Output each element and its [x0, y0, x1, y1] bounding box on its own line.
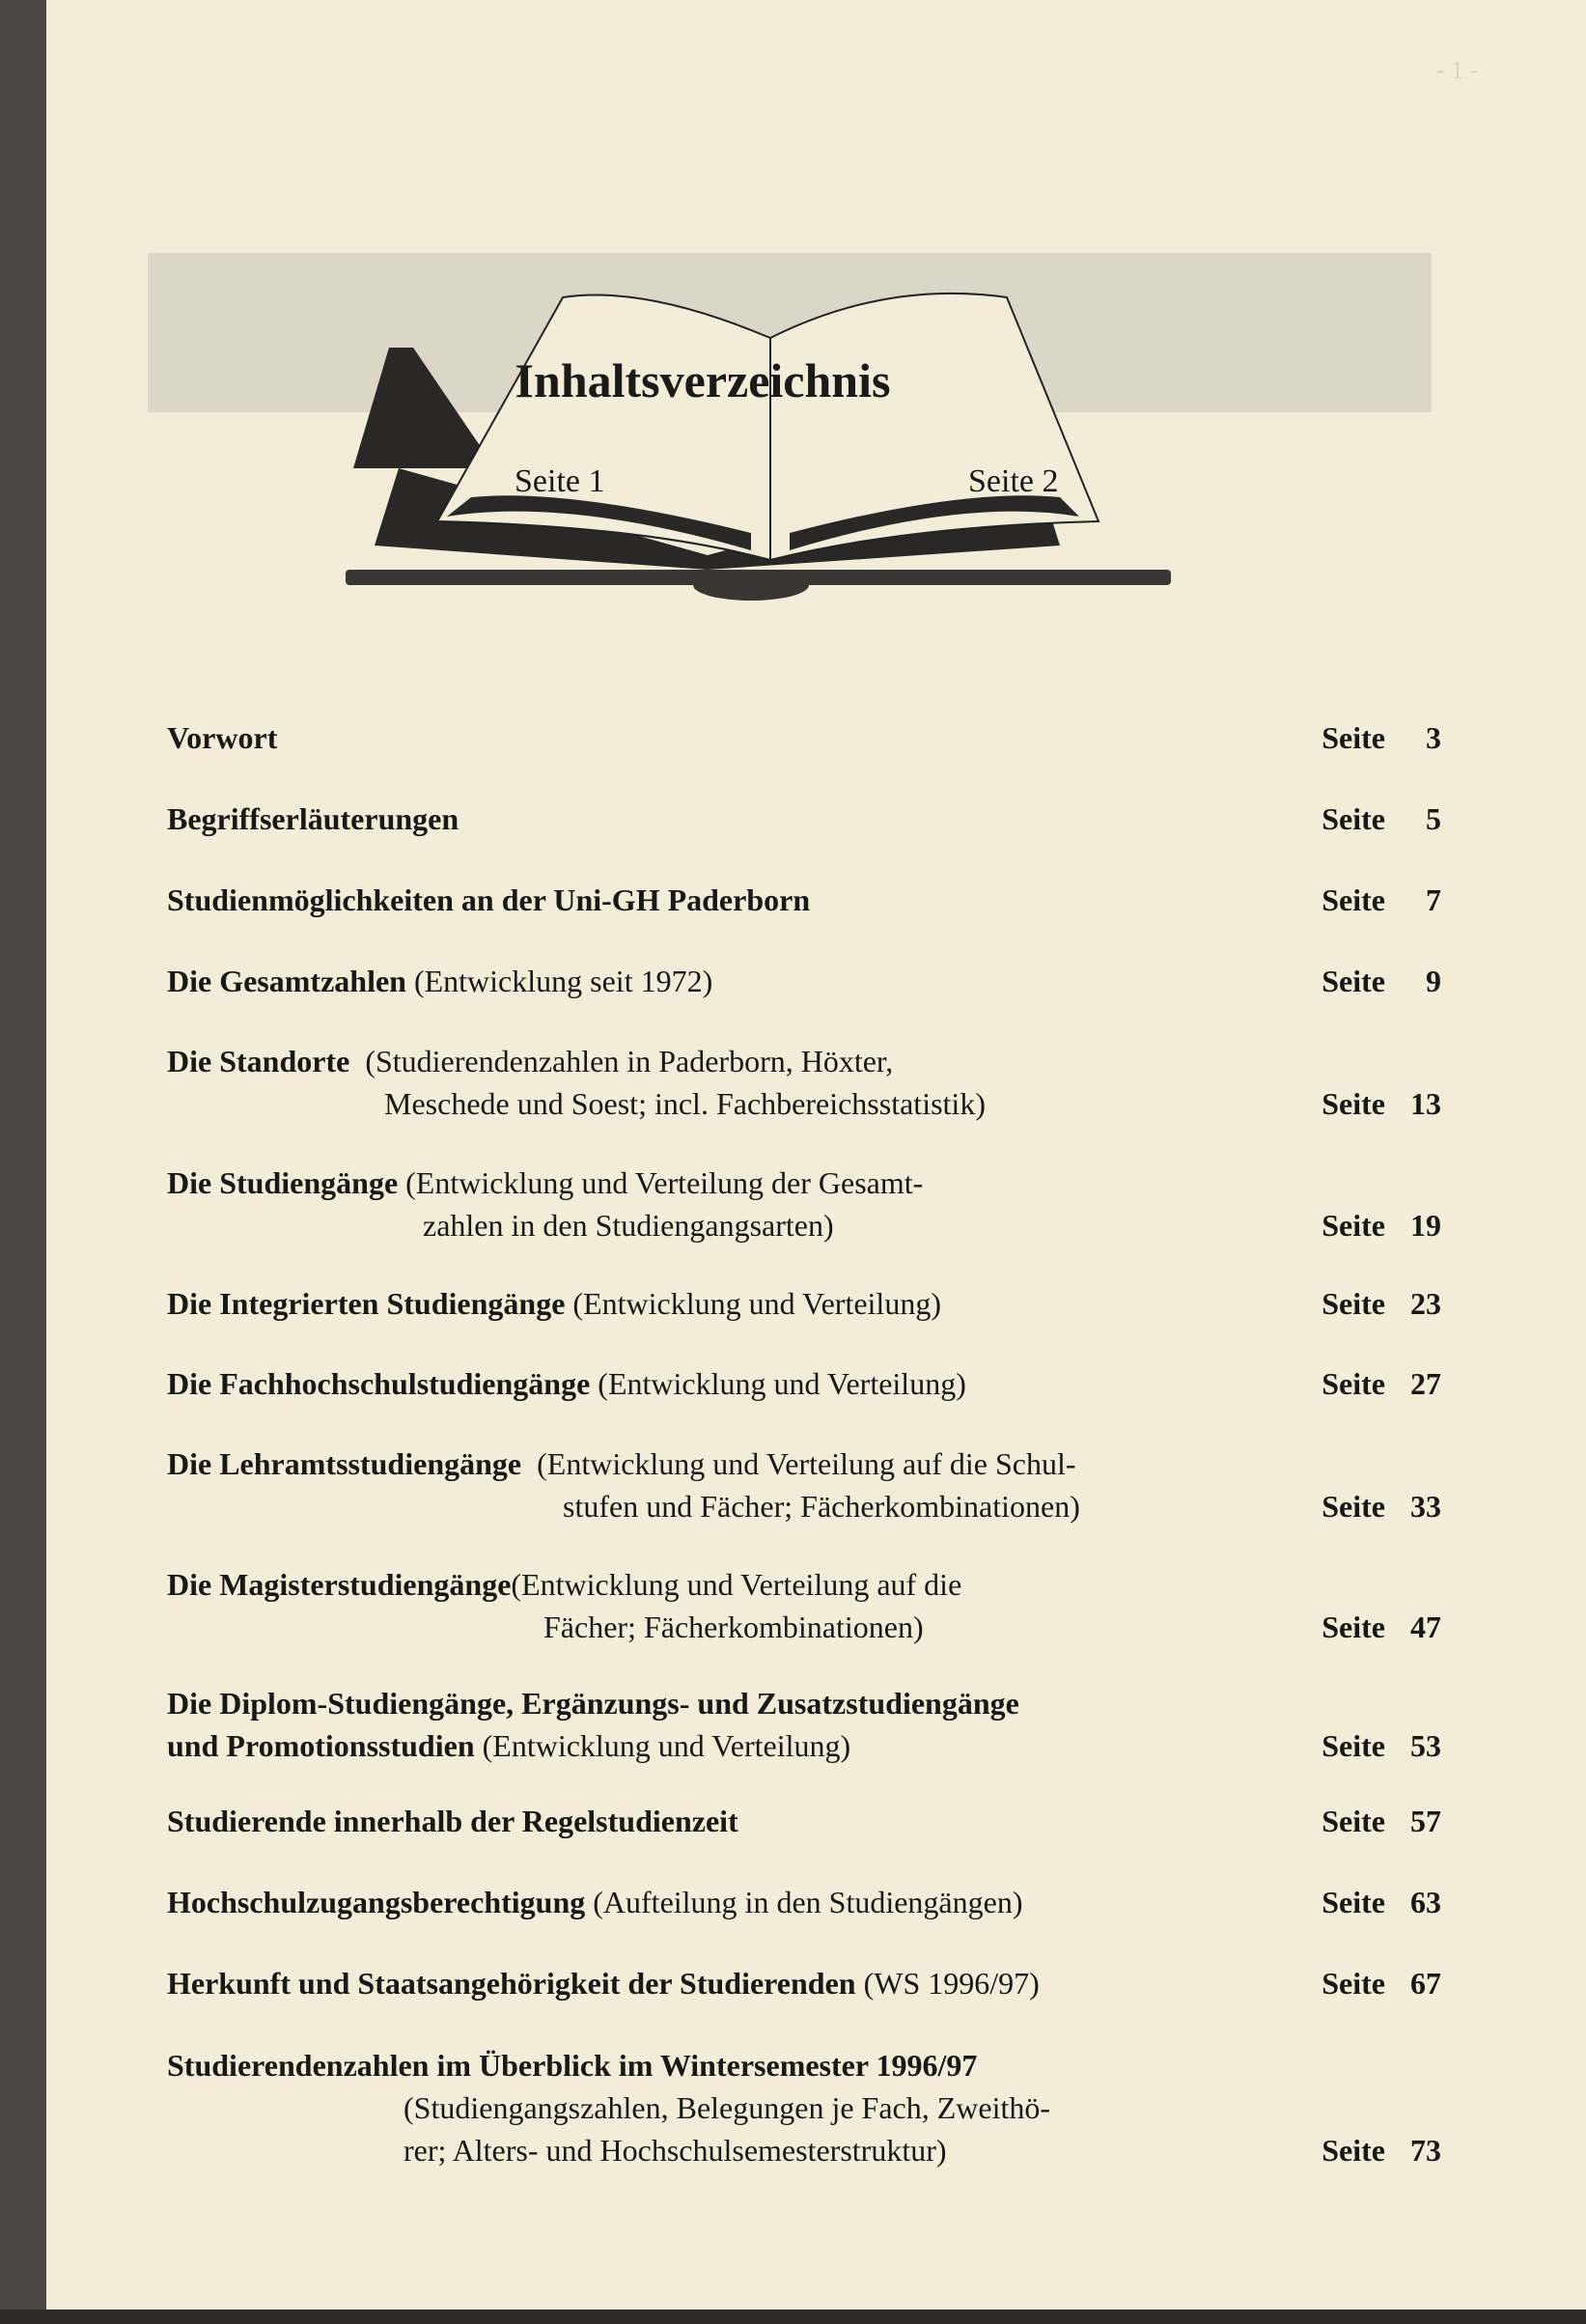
toc-title: Inhaltsverzeichnis	[515, 353, 891, 407]
page-reference: Seite 19	[1322, 1208, 1441, 1243]
book-illustration	[346, 280, 1214, 628]
page-reference: Seite 3	[1322, 720, 1441, 755]
toc-entry: Die Studiengänge (Entwicklung und Verteilung der Gesamt- zahlen in den Studiengangsarten) Seite 19	[167, 1162, 1441, 1246]
toc-entry: Vorwort Seite 3	[167, 716, 1441, 759]
toc-entry: Hochschulzugangsberechtigung (Aufteilung in den Studiengängen) Seite 63	[167, 1881, 1441, 1923]
toc-entry: Die Diplom-Studiengänge, Ergänzungs- und Zusatzstudiengänge und Promotionsstudien (Entwicklung und Verteilung) Seite 53	[167, 1682, 1441, 1767]
page-reference: Seite 7	[1322, 882, 1441, 917]
page-reference: Seite 53	[1322, 1728, 1441, 1763]
page-reference: Seite 47	[1322, 1610, 1441, 1644]
page-reference: Seite 67	[1322, 1966, 1441, 2001]
toc-entry: Herkunft und Staatsangehörigkeit der Studierenden (WS 1996/97) Seite 67	[167, 1962, 1441, 2004]
toc-entry: Die Lehramtsstudiengänge (Entwicklung und Verteilung auf die Schul- stufen und Fächer; Fächerkombinationen) Seite 33	[167, 1442, 1441, 1527]
toc-entry: Studierendenzahlen im Überblick im Wintersemester 1996/97 (Studiengangszahlen, Belegungen je Fach, Zweithö- rer; Alters- und Hochschulsemesterstruktur) Seite 73	[167, 2044, 1441, 2171]
toc-entry: Die Magisterstudiengänge(Entwicklung und Verteilung auf die Fächer; Fächerkombinationen) Seite 47	[167, 1563, 1441, 1648]
toc-entry: Studienmöglichkeiten an der Uni-GH Paderborn Seite 7	[167, 879, 1441, 921]
page-reference: Seite 13	[1322, 1086, 1441, 1121]
page-reference: Seite 73	[1322, 2133, 1441, 2168]
document-page	[46, 0, 1586, 2310]
page-reference: Seite 27	[1322, 1366, 1441, 1401]
toc-entry: Studierende innerhalb der Regelstudienzeit Seite 57	[167, 1800, 1441, 1842]
open-book-icon	[346, 280, 1214, 628]
toc-entry: Begriffserläuterungen Seite 5	[167, 798, 1441, 840]
toc-entry: Die Gesamtzahlen (Entwicklung seit 1972) Seite 9	[167, 960, 1441, 1002]
left-page-label: Seite 1	[515, 463, 605, 499]
page-reference: Seite 5	[1322, 801, 1441, 836]
page-number: - 1 -	[1436, 56, 1479, 84]
page-reference: Seite 9	[1322, 964, 1441, 998]
page-reference: Seite 23	[1322, 1286, 1441, 1321]
right-page-label: Seite 2	[968, 463, 1059, 499]
page-reference: Seite 33	[1322, 1489, 1441, 1524]
toc-entry: Die Integrierten Studiengänge (Entwicklung und Verteilung) Seite 23	[167, 1282, 1441, 1325]
page-reference: Seite 57	[1322, 1804, 1441, 1838]
toc-entry: Die Standorte (Studierendenzahlen in Paderborn, Höxter, Meschede und Soest; incl. Fachbereichsstatistik) Seite 13	[167, 1040, 1441, 1125]
page-reference: Seite 63	[1322, 1885, 1441, 1919]
scan-edge	[0, 2310, 1586, 2324]
toc-entry: Die Fachhochschulstudiengänge (Entwicklung und Verteilung) Seite 27	[167, 1362, 1441, 1405]
